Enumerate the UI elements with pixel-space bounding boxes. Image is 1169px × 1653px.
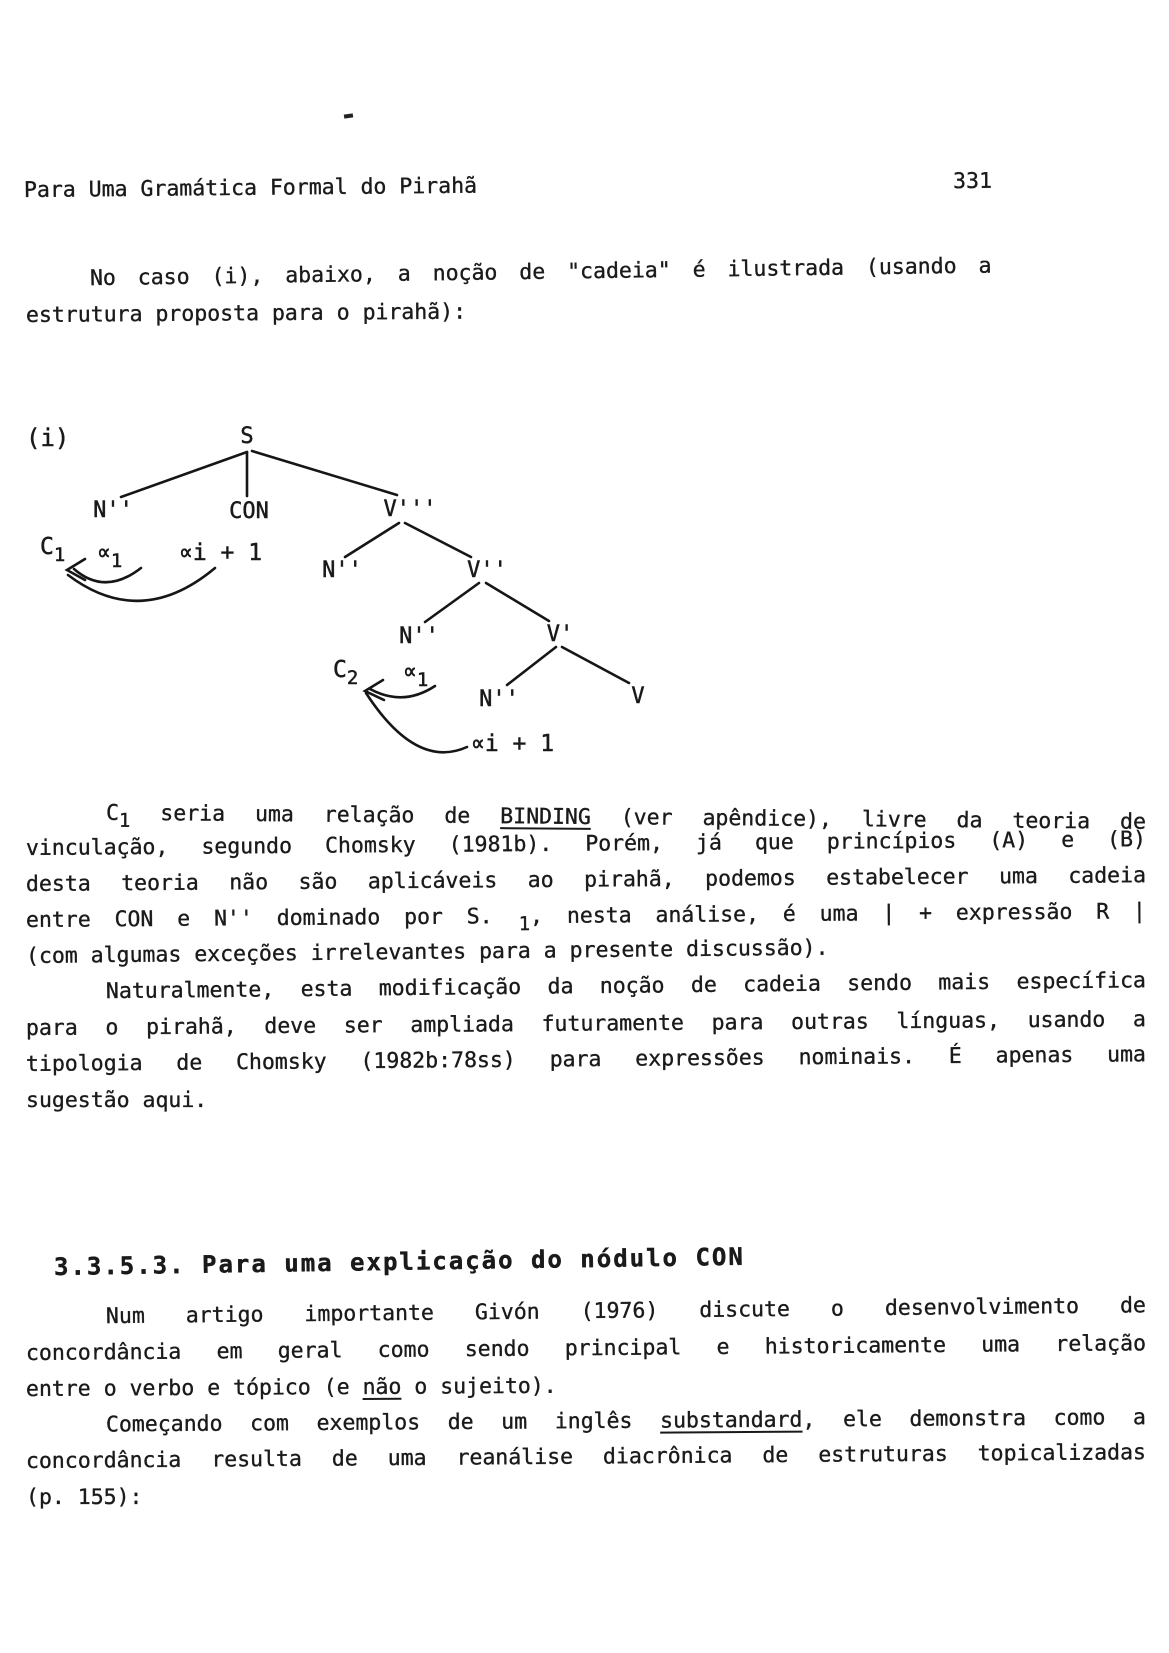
arrowhead-c1 (67, 559, 85, 580)
alpha-i1-row2: ∝i + 1 (471, 731, 555, 757)
alpha1-row2 (403, 659, 428, 691)
branch-v1-v (562, 647, 629, 683)
section-heading: 3.3.5.3. Para uma explicação do nódulo CON (53, 1242, 746, 1281)
text-line: sugestão aqui. (26, 1088, 208, 1113)
text-line: Num artigo importante Givón (1976) discute o desenvolvimento de (105, 1293, 1147, 1330)
text-line: para o pirahã, deve ser ampliada futuramente para outras línguas, usando a (25, 1007, 1147, 1041)
text-line: No caso (i), abaixo, a noção de "cadeia" é ilustrada (usando a (89, 253, 992, 292)
tree-node-con: CON (229, 499, 269, 524)
tree-node-v3: V''' (383, 497, 437, 522)
text-segment: entre o verbo e tópico (e (25, 1374, 363, 1402)
branch-v2-v1 (486, 583, 549, 621)
intro-paragraph (25, 253, 1146, 334)
tree-node-s: S (240, 424, 254, 449)
tree-node-n2-1: N'' (93, 498, 133, 523)
alpha-subscript: 1 (110, 550, 123, 572)
word-binding: BINDING (500, 804, 591, 830)
figure-label: (i) (26, 424, 70, 452)
branch-v3-v2 (405, 523, 471, 557)
tree-node-v: V (631, 684, 645, 709)
tree-node-n2-4: N'' (479, 687, 519, 712)
text-segment: o sujeito). (401, 1373, 557, 1400)
text-line: concordância em geral como sendo principal e historicamente uma relação (25, 1331, 1147, 1366)
c2-subscript: 2 (346, 667, 359, 689)
running-header (24, 169, 992, 203)
text-segment: entre CON e N'' dominado por S. (25, 904, 493, 933)
subscript-index: 1 (118, 809, 131, 832)
alpha-i1-row1: ∝i + 1 (179, 540, 263, 566)
text-line: vinculação, segundo Chomsky (1981b). Porém, já que princípios (A) e (B) (25, 827, 1147, 861)
branch-s-v3 (252, 451, 397, 495)
word-nao: não (362, 1374, 402, 1400)
c2-base: C (333, 657, 347, 683)
scan-artifact-dash (344, 113, 353, 118)
running-title: Para Uma Gramática Formal do Pirahã (23, 173, 478, 203)
tree-node-v2: V'' (467, 558, 507, 583)
givon-paragraphs (25, 1293, 1147, 1516)
chain-arc-c2-alphai1 (366, 693, 467, 752)
tree-node-n2-2: N'' (322, 558, 362, 583)
text-segment: , ele demonstra como a (802, 1405, 1147, 1433)
subscript-index: 1 (518, 913, 531, 936)
alpha-symbol: ∝ (403, 659, 417, 685)
alpha1-row1 (97, 540, 122, 572)
word-substandard: substandard (659, 1407, 803, 1434)
text-segment: , nesta análise, é uma | + expressão R | (530, 899, 1147, 930)
branch-v3-n2 (345, 523, 399, 557)
text-line: (com algumas exceções irrelevantes para a presente discussão). (25, 935, 829, 969)
branch-v2-n2 (425, 583, 479, 622)
branch-s-n2 (121, 452, 247, 497)
text-line: Naturalmente, esta modificação da noção de cadeia sendo mais específica (105, 968, 1147, 1005)
alpha-subscript: 1 (416, 669, 429, 691)
c1-subscript: 1 (53, 544, 66, 566)
syntax-tree-figure (0, 400, 720, 790)
text-segment: seria uma relação de (130, 800, 501, 830)
c1-reference: C (105, 800, 120, 826)
chain-label-c2 (333, 657, 358, 689)
binding-paragraphs (26, 795, 1146, 1119)
page-number: 331 (952, 168, 993, 195)
text-line: concordância resulta de uma reanálise diacrônica de estruturas topicalizadas (25, 1440, 1147, 1474)
tree-branches-and-arcs (0, 400, 720, 790)
text-line: desta teoria não são aplicáveis ao pirahã, podemos estabelecer uma cadeia (25, 863, 1147, 897)
text-line: (p. 155): (26, 1485, 143, 1510)
alpha-symbol: ∝ (97, 540, 111, 566)
text-segment: Começando com exemplos de um inglês (105, 1408, 661, 1438)
chain-label-c1 (40, 534, 65, 566)
text-segment: (ver apêndice), livre da teoria de (590, 804, 1147, 835)
arrowhead-c2 (365, 680, 384, 700)
text-line: estrutura proposta para o pirahã): (25, 299, 467, 328)
tree-node-n2-3: N'' (399, 624, 439, 649)
branch-v1-n2 (507, 647, 556, 685)
chain-arc-c1-alphai1 (68, 568, 215, 601)
c1-base: C (40, 534, 54, 560)
text-line: tipologia de Chomsky (1982b:78ss) para expressões nominais. É apenas uma (25, 1042, 1147, 1077)
tree-node-v1: V' (546, 622, 574, 647)
